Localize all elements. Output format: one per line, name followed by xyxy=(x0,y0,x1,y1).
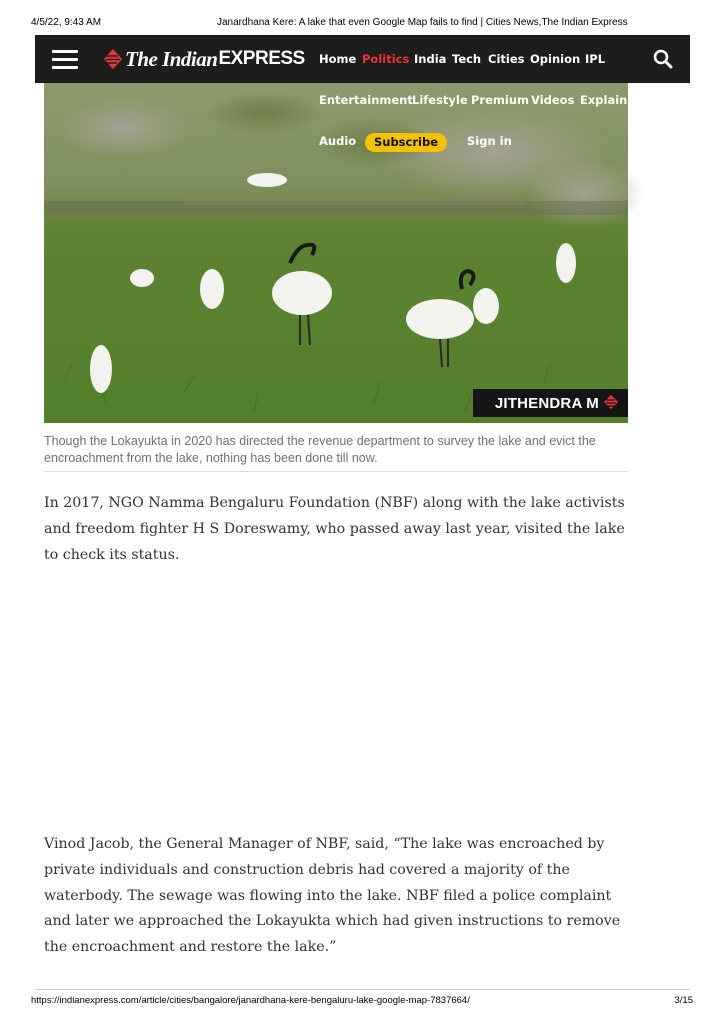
nav-item-politics[interactable]: Politics xyxy=(362,52,410,66)
nav-item-india[interactable]: India xyxy=(414,52,447,66)
article-paragraph: Vinod Jacob, the General Manager of NBF, said, “The lake was encroached by private individuals and construction debris had covered a majority of the waterbody. The sewage was flowing into the lake. NBF filed a police complaint and later we approached the Lokayukta which had given instructions to remove the encroachment and restore the lake.” xyxy=(44,836,621,956)
caption-divider xyxy=(44,471,628,472)
nav-item-audio[interactable]: Audio xyxy=(319,134,357,148)
nav-item-entertainment[interactable]: Entertainment xyxy=(319,93,413,107)
indian-express-logo-icon xyxy=(104,49,122,69)
subscribe-button[interactable]: Subscribe xyxy=(365,133,447,152)
nav-item-premium[interactable]: Premium xyxy=(471,93,529,107)
nav-item-explained[interactable]: Explaine xyxy=(580,93,636,107)
print-date: 4/5/22, 9:43 AM xyxy=(31,17,102,28)
print-page-title: Janardhana Kere: A lake that even Google Map fails to find | Cities News,The Indian Express xyxy=(217,17,628,28)
nav-item-home[interactable]: Home xyxy=(319,52,357,66)
search-icon[interactable] xyxy=(652,48,674,70)
photo-credit xyxy=(473,389,628,417)
nav-item-cities[interactable]: Cities xyxy=(488,52,525,66)
nav-secondary xyxy=(319,93,636,109)
indian-express-mark-icon xyxy=(604,395,618,411)
article-paragraph: In 2017, NGO Namma Bengaluru Foundation (NBF) along with the lake activists and freedom fighter H S Doreswamy, who passed away last year, visited the lake to check its status. xyxy=(44,495,625,563)
site-logo[interactable] xyxy=(104,46,305,72)
nav-item-opinion[interactable]: Opinion xyxy=(530,52,581,66)
nav-item-lifestyle[interactable]: Lifestyle xyxy=(412,93,468,107)
nav-item-videos[interactable]: Videos xyxy=(531,93,575,107)
sign-in-link[interactable]: Sign in xyxy=(467,134,512,148)
footer-divider xyxy=(35,989,690,990)
nav-account-row xyxy=(319,133,559,153)
print-page-number: 3/15 xyxy=(674,995,693,1006)
photo-credit-name: JITHENDRA M xyxy=(494,394,599,412)
print-url: https://indianexpress.com/article/cities/bangalore/janardhana-kere-bengaluru-lake-google-map-7837664/ xyxy=(31,995,470,1006)
nav-item-ipl[interactable]: IPL xyxy=(585,52,606,66)
logo-text-the-indian: The Indian xyxy=(125,46,218,71)
hamburger-menu-icon[interactable] xyxy=(52,48,78,70)
logo-text-express: EXPRESS xyxy=(218,48,305,69)
nav-item-tech[interactable]: Tech xyxy=(452,52,482,66)
photo-caption: Though the Lokayukta in 2020 has directed the revenue department to survey the lake and evict the encroachment from the lake, nothing has been done till now. xyxy=(44,434,596,465)
print-header xyxy=(31,17,693,31)
